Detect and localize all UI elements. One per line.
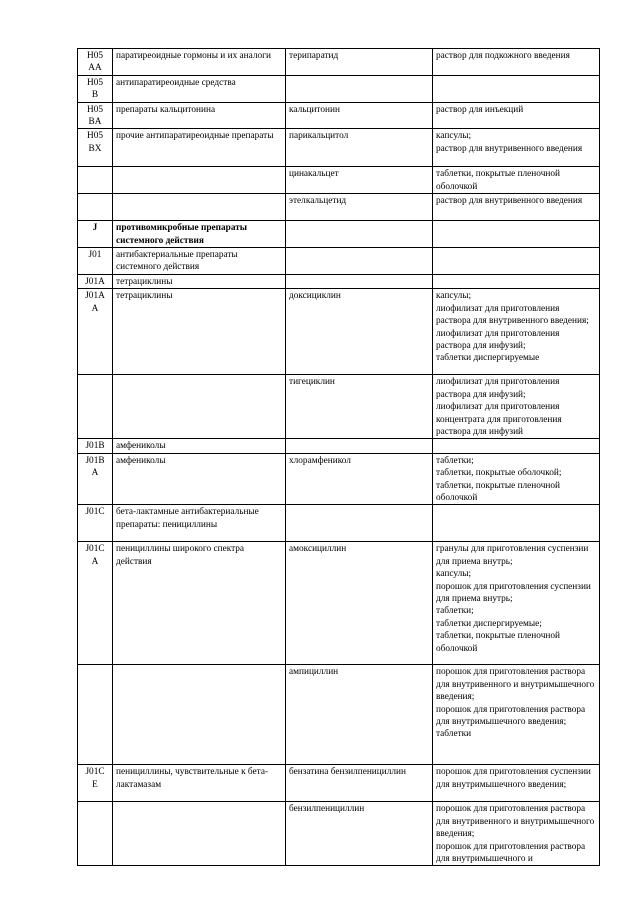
table-row <box>78 274 600 288</box>
group-name-cell: амфениколы <box>113 439 286 453</box>
table-row <box>78 665 600 765</box>
atc-code-cell: J01A <box>78 274 113 288</box>
drug-name-cell: хлорамфеникол <box>286 453 433 505</box>
atc-code-cell: H05 BA <box>78 102 113 129</box>
drug-name-cell: бензилпенициллин <box>286 802 433 866</box>
drug-name-cell <box>286 221 433 248</box>
group-name-cell: прочие антипаратиреоидные препараты <box>113 129 286 167</box>
atc-code-cell <box>78 665 113 765</box>
group-name-cell: тетрациклины <box>113 289 286 375</box>
atc-code-cell: H05 B <box>78 75 113 102</box>
dosage-form-cell: таблетки; таблетки, покрытые оболочкой; таблетки, покрытые пленочной оболочкой <box>433 453 600 505</box>
drug-name-cell: тигециклин <box>286 375 433 439</box>
table-row <box>78 542 600 665</box>
dosage-form-cell: порошок для приготовления раствора для внутривенного и внутримышечного введения; порошок для приготовления раствора для внутримышечного и <box>433 802 600 866</box>
table-row <box>78 375 600 439</box>
group-name-cell: антипаратиреоидные средства <box>113 75 286 102</box>
group-name-cell: препараты кальцитонина <box>113 102 286 129</box>
group-name-cell <box>113 665 286 765</box>
drug-name-cell <box>286 248 433 275</box>
group-name-cell: противомикробные препараты системного действия <box>113 221 286 248</box>
group-name-cell <box>113 167 286 194</box>
dosage-form-cell: порошок для приготовления суспензии для внутримышечного введения; <box>433 765 600 802</box>
dosage-form-cell <box>433 274 600 288</box>
table-row <box>78 802 600 866</box>
atc-code-cell <box>78 167 113 194</box>
atc-code-cell: H05 AA <box>78 49 113 76</box>
atc-code-cell: J01B A <box>78 453 113 505</box>
group-name-cell <box>113 802 286 866</box>
table-row <box>78 75 600 102</box>
group-name-cell <box>113 375 286 439</box>
table-row <box>78 129 600 167</box>
table-row <box>78 248 600 275</box>
table-row <box>78 167 600 194</box>
group-name-cell: пенициллины широкого спектра действия <box>113 542 286 665</box>
atc-code-cell: J01B <box>78 439 113 453</box>
table-row <box>78 289 600 375</box>
dosage-form-cell <box>433 75 600 102</box>
atc-code-cell: J <box>78 221 113 248</box>
table-row <box>78 102 600 129</box>
atc-code-cell: J01 <box>78 248 113 275</box>
group-name-cell: пенициллины, чувствительные к бета-лактамазам <box>113 765 286 802</box>
drug-name-cell: парикальцитол <box>286 129 433 167</box>
atc-code-cell <box>78 375 113 439</box>
dosage-form-cell: порошок для приготовления раствора для внутривенного и внутримышечного введения; порошок для приготовления раствора для внутримышечного введения; таблетки <box>433 665 600 765</box>
atc-code-cell: J01C <box>78 505 113 542</box>
dosage-form-cell: капсулы; раствор для внутривенного введения <box>433 129 600 167</box>
drug-name-cell: кальцитонин <box>286 102 433 129</box>
group-name-cell: паратиреоидные гормоны и их аналоги <box>113 49 286 76</box>
drug-name-cell: бензатина бензилпенициллин <box>286 765 433 802</box>
dosage-form-cell: раствор для инъекций <box>433 102 600 129</box>
drug-classification-table <box>77 48 600 866</box>
drug-name-cell <box>286 439 433 453</box>
group-name-cell: тетрациклины <box>113 274 286 288</box>
table-row <box>78 194 600 221</box>
dosage-form-cell: раствор для внутривенного введения <box>433 194 600 221</box>
table-row <box>78 439 600 453</box>
atc-code-cell <box>78 802 113 866</box>
atc-code-cell: J01C A <box>78 542 113 665</box>
drug-name-cell: доксициклин <box>286 289 433 375</box>
drug-name-cell: этелкальцетид <box>286 194 433 221</box>
group-name-cell <box>113 194 286 221</box>
dosage-form-cell <box>433 248 600 275</box>
atc-code-cell <box>78 194 113 221</box>
dosage-form-cell: гранулы для приготовления суспензии для приема внутрь; капсулы; порошок для приготовления суспензии для приема внутрь; таблетки; таблетки диспергируемые; таблетки, покрытые пленочной оболочкой <box>433 542 600 665</box>
dosage-form-cell: капсулы; лиофилизат для приготовления раствора для внутривенного введения; лиофилизат для приготовления раствора для инфузий; таблетки диспергируемые <box>433 289 600 375</box>
dosage-form-cell <box>433 221 600 248</box>
drug-name-cell <box>286 274 433 288</box>
dosage-form-cell <box>433 505 600 542</box>
group-name-cell: амфениколы <box>113 453 286 505</box>
atc-code-cell: J01C E <box>78 765 113 802</box>
table-row <box>78 49 600 76</box>
group-name-cell: антибактериальные препараты системного действия <box>113 248 286 275</box>
dosage-form-cell: лиофилизат для приготовления раствора для инфузий; лиофилизат для приготовления концентрата для приготовления раствора для инфузий <box>433 375 600 439</box>
drug-name-cell: амоксициллин <box>286 542 433 665</box>
dosage-form-cell: таблетки, покрытые пленочной оболочкой <box>433 167 600 194</box>
atc-code-cell: J01A A <box>78 289 113 375</box>
dosage-form-cell <box>433 439 600 453</box>
table-row <box>78 765 600 802</box>
dosage-form-cell: раствор для подкожного введения <box>433 49 600 76</box>
drug-name-cell: ампициллин <box>286 665 433 765</box>
atc-code-cell: H05 BX <box>78 129 113 167</box>
table-row <box>78 453 600 505</box>
drug-name-cell: цинакальцет <box>286 167 433 194</box>
drug-name-cell <box>286 505 433 542</box>
table-row <box>78 505 600 542</box>
drug-name-cell: терипаратид <box>286 49 433 76</box>
group-name-cell: бета-лактамные антибактериальные препараты: пенициллины <box>113 505 286 542</box>
drug-name-cell <box>286 75 433 102</box>
table-row <box>78 221 600 248</box>
